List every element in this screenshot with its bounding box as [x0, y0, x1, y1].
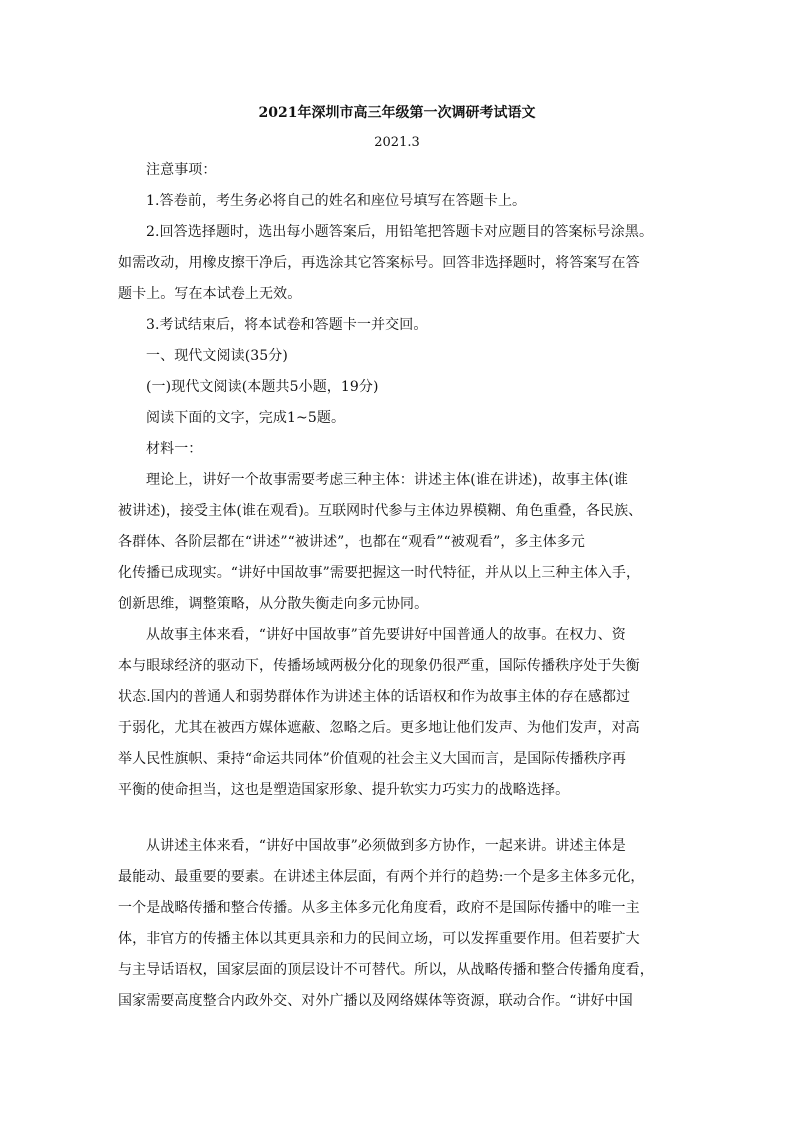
paragraph-gap: [118, 806, 676, 831]
paragraph-2: [118, 620, 676, 806]
instruction: 阅读下面的文字，完成1~5题。: [146, 410, 346, 426]
paragraph-line: 化传播已成现实。“讲好中国故事”需要把握这一时代特征，并从以上三种主体入手，: [118, 565, 641, 581]
exam-title: 2021年深圳市高三年级第一次调研考试语文: [258, 105, 536, 121]
note-line: 如需改动，用橡皮擦干净后，再选涂其它答案标号。回答非选择题时，将答案写在答: [118, 255, 640, 271]
paragraph-line: 状态.国内的普通人和弱势群体作为讲述主体的话语权和作为故事主体的存在感都过: [118, 689, 631, 705]
paragraph-line: 从故事主体来看，“讲好中国故事”首先要讲好中国普通人的故事。在权力、资: [146, 627, 626, 643]
section-heading: 一、现代文阅读(35分): [146, 348, 288, 364]
paragraph-line: 本与眼球经济的驱动下，传播场域两极分化的现象仍很严重，国际传播秩序处于失衡: [118, 658, 640, 674]
notice-heading: 注意事项：: [146, 162, 217, 178]
paragraph-line: 国家需要高度整合内政外交、对外广播以及网络媒体等资源，联动合作。“讲好中国: [118, 993, 633, 1009]
paragraph-line: 于弱化，尤其在被西方媒体遮蔽、忽略之后。更多地让他们发声、为他们发声，对高: [118, 720, 640, 736]
note-line: 2.回答选择题时，选出每小题答案后，用铅笔把答题卡对应题目的答案标号涂黑。: [146, 224, 654, 240]
paragraph-line: 体，非官方的传播主体以其更具亲和力的民间立场，可以发挥重要作用。但若要扩大: [118, 931, 640, 947]
paragraph-line: 一个是战略传播和整合传播。从多主体多元化角度看，政府不是国际传播中的唯一主: [118, 900, 640, 916]
paragraph-3: [118, 831, 676, 1017]
note-line: 题卡上。写在本试卷上无效。: [118, 286, 302, 302]
paragraph-line: 创新思维，调整策略，从分散失衡走向多元协同。: [118, 596, 429, 612]
paragraph-1: [118, 465, 676, 620]
paragraph-line: 理论上，讲好一个故事需要考虑三种主体：讲述主体(谁在讲述)，故事主体(谁: [146, 472, 628, 488]
notes-list: [118, 186, 676, 341]
note-line: 3.考试结束后，将本试卷和答题卡一并交回。: [146, 317, 428, 333]
note-line: 1.答卷前，考生务必将自己的姓名和座位号填写在答题卡上。: [146, 193, 527, 209]
paragraph-line: 从讲述主体来看，“讲好中国故事”必须做到多方协作，一起来讲。讲述主体是: [146, 838, 626, 854]
paragraph-line: 被讲述)，接受主体(谁在观看)。互联网时代参与主体边界模糊、角色重叠，各民族、: [118, 503, 643, 519]
subsection-heading: (一)现代文阅读(本题共5小题，19分): [146, 379, 379, 395]
exam-page: [118, 102, 676, 1017]
paragraph-line: 与主导话语权，国家层面的顶层设计不可替代。所以，从战略传播和整合传播角度看，: [118, 962, 654, 978]
material-label: 材料一：: [146, 441, 203, 457]
paragraph-line: 举人民性旗帜、秉持“命运共同体”价值观的社会主义大国而言，是国际传播秩序再: [118, 751, 627, 767]
paragraph-line: 平衡的使命担当，这也是塑造国家形象、提升软实力巧实力的战略选择。: [118, 782, 570, 798]
paragraph-line: 各群体、各阶层都在“讲述”“被讲述”，也都在“观看”“被观看”，多主体多元: [118, 534, 585, 550]
paragraph-line: 最能动、最重要的要素。在讲述主体层面，有两个并行的趋势:一个是多主体多元化，: [118, 869, 645, 885]
exam-date: 2021.3: [374, 135, 420, 150]
